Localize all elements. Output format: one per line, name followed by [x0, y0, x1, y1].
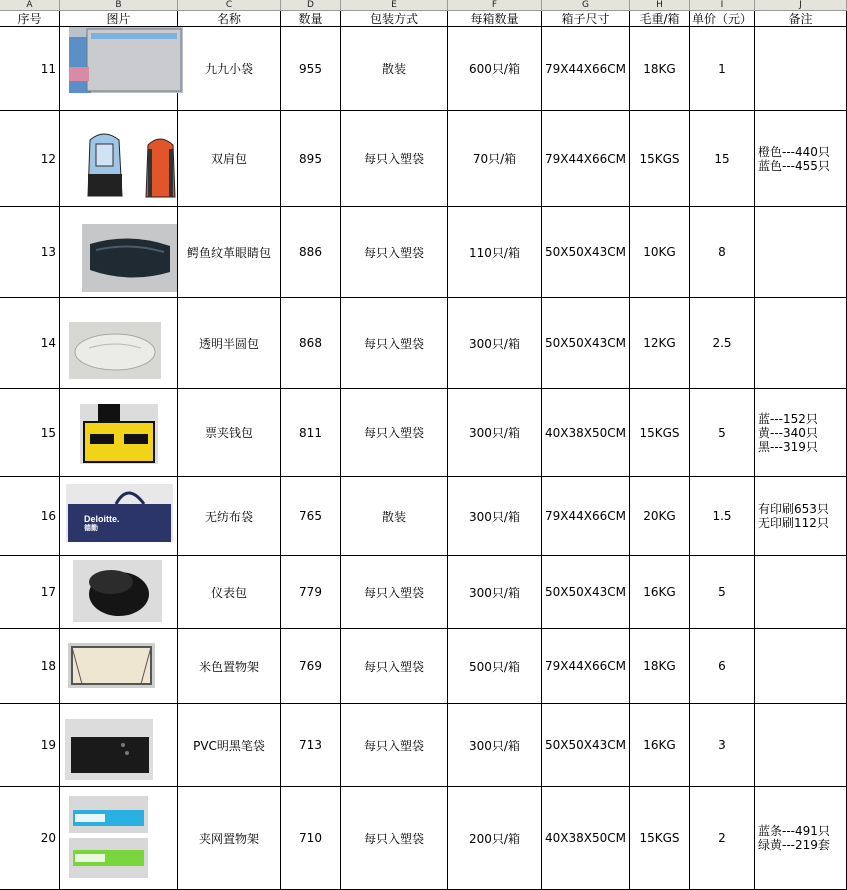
cell-name[interactable]: 双肩包: [178, 111, 281, 207]
cell-note[interactable]: [755, 207, 847, 298]
cell-price[interactable]: 2: [690, 787, 755, 890]
bag-photo: [82, 130, 127, 204]
cell-no[interactable]: 19: [0, 704, 60, 787]
cell-weight[interactable]: 20KG: [630, 477, 690, 556]
brand-sub: 德勤: [84, 525, 98, 532]
cell-qty[interactable]: 895: [281, 111, 341, 207]
cell-price[interactable]: 15: [690, 111, 755, 207]
column-header-h[interactable]: H: [630, 0, 690, 11]
cell-no[interactable]: 17: [0, 556, 60, 629]
cell-price[interactable]: 1.5: [690, 477, 755, 556]
header-cell[interactable]: 单价（元）: [690, 11, 755, 27]
cell-weight[interactable]: 18KG: [630, 27, 690, 111]
cell-pack[interactable]: 每只入塑袋: [341, 629, 448, 704]
header-cell[interactable]: 图片: [60, 11, 178, 27]
header-cell[interactable]: 序号: [0, 11, 60, 27]
cell-size[interactable]: 79X44X66CM: [542, 629, 630, 704]
cell-weight[interactable]: 10KG: [630, 207, 690, 298]
cell-note[interactable]: 橙色---440只 蓝色---455只: [755, 111, 847, 207]
cell-name[interactable]: 票夹钱包: [178, 389, 281, 477]
cell-note[interactable]: [755, 27, 847, 111]
cell-pack[interactable]: 每只入塑袋: [341, 556, 448, 629]
header-cell[interactable]: 名称: [178, 11, 281, 27]
cell-qty[interactable]: 713: [281, 704, 341, 787]
bag-photo: [82, 224, 177, 292]
cell-qty[interactable]: 769: [281, 629, 341, 704]
cell-per-box[interactable]: 110只/箱: [448, 207, 542, 298]
bag-photo: [65, 719, 153, 780]
column-header-b[interactable]: B: [60, 0, 178, 11]
cell-price[interactable]: 5: [690, 556, 755, 629]
cell-size[interactable]: 40X38X50CM: [542, 787, 630, 890]
cell-no[interactable]: 11: [0, 27, 60, 111]
cell-pack[interactable]: 每只入塑袋: [341, 111, 448, 207]
cell-per-box[interactable]: 600只/箱: [448, 27, 542, 111]
brand-logo-text: [84, 514, 120, 534]
column-header-d[interactable]: D: [281, 0, 341, 11]
header-cell[interactable]: 毛重/箱: [630, 11, 690, 27]
header-cell[interactable]: 备注: [755, 11, 847, 27]
cell-weight[interactable]: 15KGS: [630, 389, 690, 477]
cell-note[interactable]: [755, 556, 847, 629]
cell-no[interactable]: 15: [0, 389, 60, 477]
cell-per-box[interactable]: 500只/箱: [448, 629, 542, 704]
cell-size[interactable]: 79X44X66CM: [542, 27, 630, 111]
cell-price[interactable]: 6: [690, 629, 755, 704]
cell-qty[interactable]: 811: [281, 389, 341, 477]
cell-price[interactable]: 5: [690, 389, 755, 477]
cell-price[interactable]: 2.5: [690, 298, 755, 389]
header-cell[interactable]: 包装方式: [341, 11, 448, 27]
cell-weight[interactable]: 16KG: [630, 704, 690, 787]
cell-weight[interactable]: 15KGS: [630, 787, 690, 890]
cell-name[interactable]: 无纺布袋: [178, 477, 281, 556]
column-header-c[interactable]: C: [178, 0, 281, 11]
cell-pack[interactable]: 每只入塑袋: [341, 787, 448, 890]
cell-pack[interactable]: 每只入塑袋: [341, 389, 448, 477]
cell-size[interactable]: 40X38X50CM: [542, 389, 630, 477]
cell-pack[interactable]: 散装: [341, 477, 448, 556]
cell-qty[interactable]: 779: [281, 556, 341, 629]
header-cell[interactable]: 数量: [281, 11, 341, 27]
cell-per-box[interactable]: 300只/箱: [448, 477, 542, 556]
cell-size[interactable]: 50X50X43CM: [542, 298, 630, 389]
column-header-g[interactable]: G: [542, 0, 630, 11]
column-header-a[interactable]: A: [0, 0, 60, 11]
cell-name[interactable]: 九九小袋: [178, 27, 281, 111]
cell-note[interactable]: [755, 704, 847, 787]
cell-name[interactable]: 鳄鱼纹革眼睛包: [178, 207, 281, 298]
cell-qty[interactable]: 886: [281, 207, 341, 298]
bag-photo: [144, 135, 177, 202]
cell-note[interactable]: 有印刷653只 无印刷112只: [755, 477, 847, 556]
header-cell[interactable]: 每箱数量: [448, 11, 542, 27]
cell-price[interactable]: 1: [690, 27, 755, 111]
cell-no[interactable]: 14: [0, 298, 60, 389]
cell-no[interactable]: 18: [0, 629, 60, 704]
column-header-i[interactable]: I: [690, 0, 755, 11]
bag-photo: [80, 404, 158, 464]
cell-qty[interactable]: 868: [281, 298, 341, 389]
cell-no[interactable]: 13: [0, 207, 60, 298]
bag-photo: [69, 27, 183, 93]
cell-size[interactable]: 50X50X43CM: [542, 704, 630, 787]
cell-name[interactable]: 仪表包: [178, 556, 281, 629]
cell-weight[interactable]: 12KG: [630, 298, 690, 389]
cell-price[interactable]: 3: [690, 704, 755, 787]
cell-note[interactable]: [755, 298, 847, 389]
bag-photo: [68, 643, 155, 688]
cell-per-box[interactable]: 300只/箱: [448, 704, 542, 787]
cell-no[interactable]: 20: [0, 787, 60, 890]
cell-price[interactable]: 8: [690, 207, 755, 298]
bag-photo: [69, 322, 161, 379]
cell-note[interactable]: 蓝条---491只 绿黄---219套: [755, 787, 847, 890]
brand-name: Deloitte.: [84, 514, 120, 524]
cell-weight[interactable]: 18KG: [630, 629, 690, 704]
cell-per-box[interactable]: 300只/箱: [448, 389, 542, 477]
cell-size[interactable]: 50X50X43CM: [542, 556, 630, 629]
cell-name[interactable]: PVC明黑笔袋: [178, 704, 281, 787]
bag-photo: [69, 796, 148, 833]
cell-note[interactable]: [755, 629, 847, 704]
cell-pack[interactable]: 每只入塑袋: [341, 298, 448, 389]
cell-size[interactable]: 79X44X66CM: [542, 477, 630, 556]
cell-weight[interactable]: 15KGS: [630, 111, 690, 207]
bag-photo: [69, 838, 148, 878]
cell-qty[interactable]: 955: [281, 27, 341, 111]
bag-photo: [73, 560, 162, 622]
cell-pack[interactable]: 散装: [341, 27, 448, 111]
bag-photo: [66, 484, 173, 542]
cell-pack[interactable]: 每只入塑袋: [341, 704, 448, 787]
cell-per-box[interactable]: 70只/箱: [448, 111, 542, 207]
cell-weight[interactable]: 16KG: [630, 556, 690, 629]
header-cell[interactable]: 箱子尺寸: [542, 11, 630, 27]
cell-no[interactable]: 16: [0, 477, 60, 556]
cell-per-box[interactable]: 300只/箱: [448, 556, 542, 629]
cell-name[interactable]: 透明半圆包: [178, 298, 281, 389]
cell-size[interactable]: 79X44X66CM: [542, 111, 630, 207]
cell-note[interactable]: 蓝---152只 黄---340只 黑---319只: [755, 389, 847, 477]
column-header-f[interactable]: F: [448, 0, 542, 11]
cell-name[interactable]: 米色置物架: [178, 629, 281, 704]
cell-name[interactable]: 夹网置物架: [178, 787, 281, 890]
column-header-e[interactable]: E: [341, 0, 448, 11]
cell-qty[interactable]: 710: [281, 787, 341, 890]
cell-size[interactable]: 50X50X43CM: [542, 207, 630, 298]
cell-qty[interactable]: 765: [281, 477, 341, 556]
column-header-j[interactable]: J: [755, 0, 847, 11]
cell-per-box[interactable]: 200只/箱: [448, 787, 542, 890]
cell-no[interactable]: 12: [0, 111, 60, 207]
cell-per-box[interactable]: 300只/箱: [448, 298, 542, 389]
cell-pack[interactable]: 每只入塑袋: [341, 207, 448, 298]
